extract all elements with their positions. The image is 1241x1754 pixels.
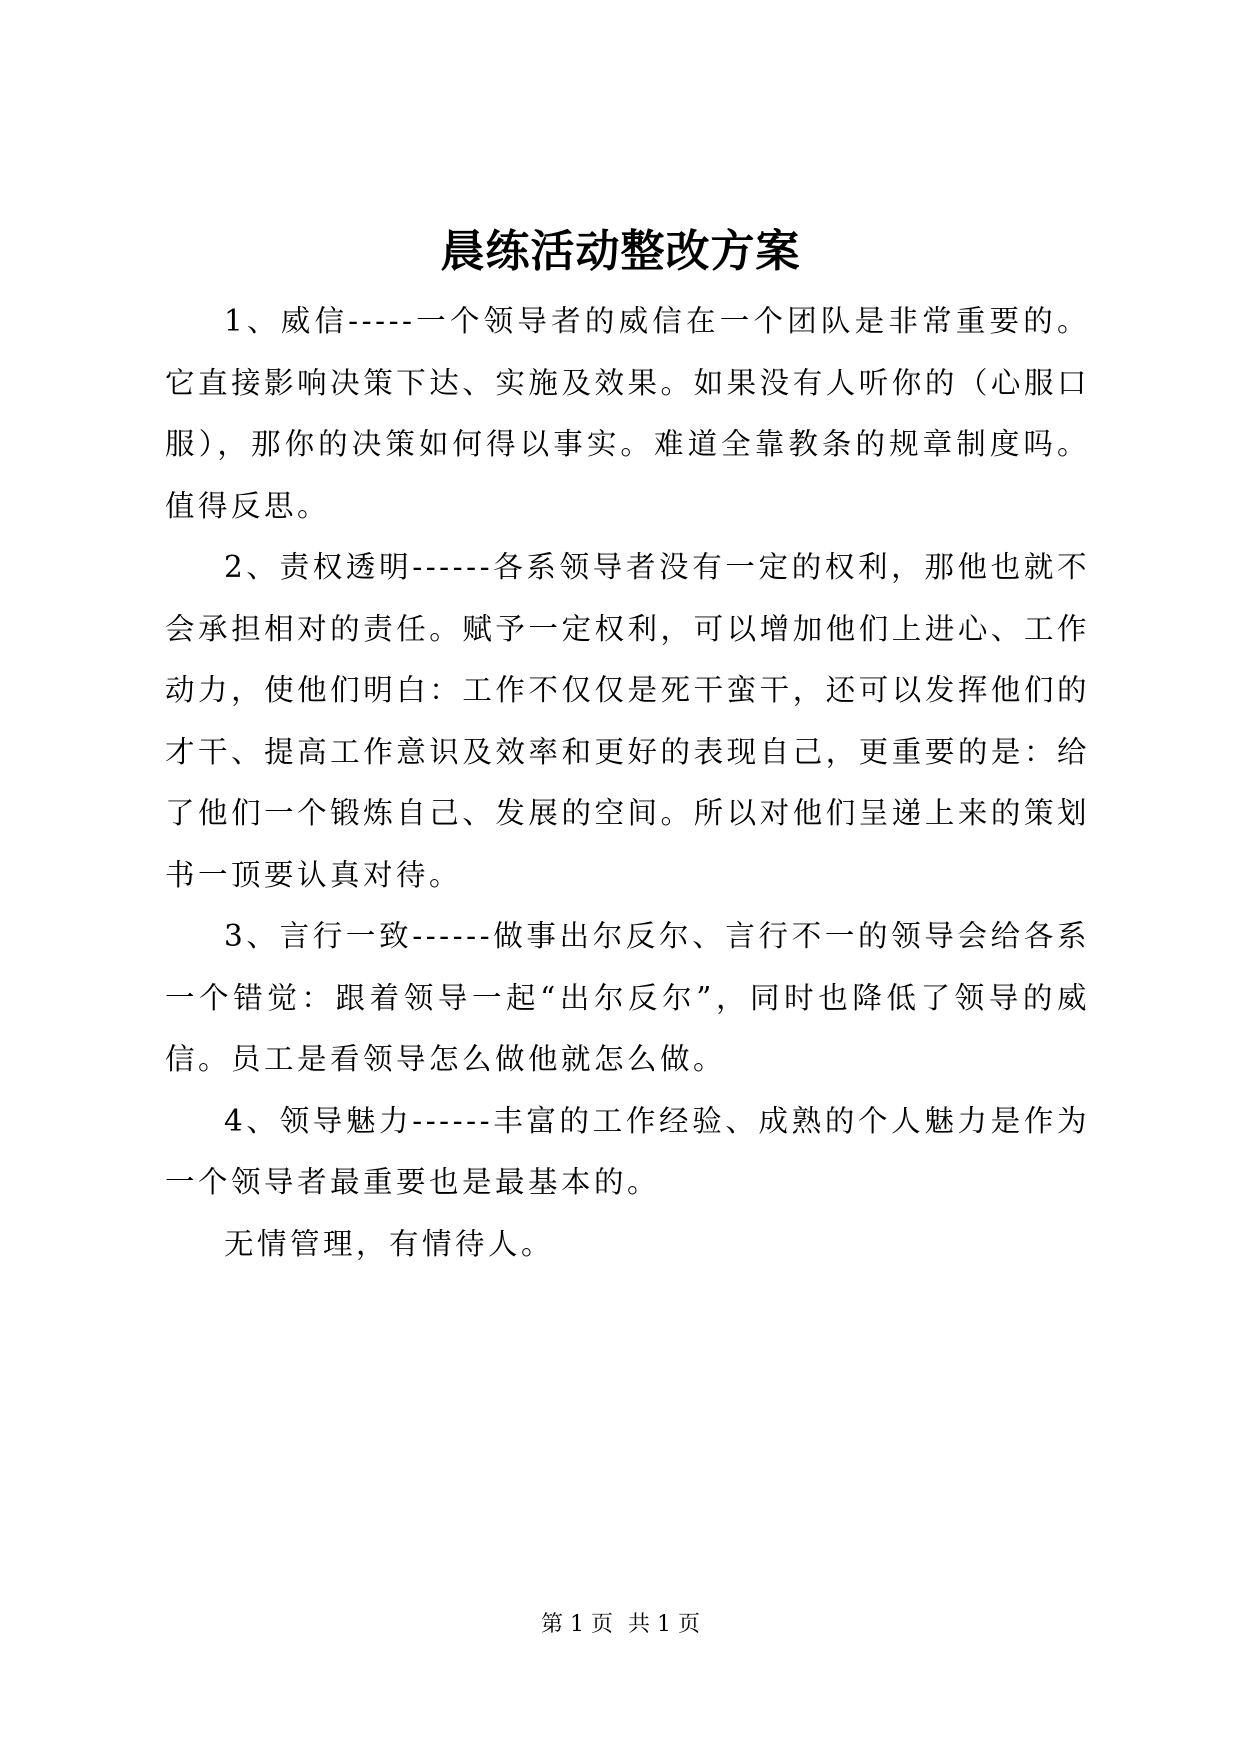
document-body <box>165 291 1090 1275</box>
page-footer <box>0 1610 1241 1640</box>
paragraph-closing: 无情管理，有情待人。 <box>224 1226 555 1261</box>
paragraph-responsibility: 2、责权透明------各系领导者没有一定的权利，那他也就不会承担相对的责任。赋予一定权利，可以增加他们上进心、工作动力，使他们明白：工作不仅仅是死干蛮干，还可以发挥他们的才干、提高工作意识及效率和更好的表现自己，更重要的是：给了他们一个锻炼自己、发展的空间。所以对他们呈递上来的策划书一顶要认真对待。 <box>165 550 1090 892</box>
paragraph-charisma: 4、领导魅力------丰富的工作经验、成熟的个人魅力是作为一个领导者最重要也是最基本的。 <box>165 1103 1090 1199</box>
paragraph-prestige: 1、威信-----一个领导者的威信在一个团队是非常重要的。它直接影响决策下达、实施及效果。如果没有人听你的（心服口服），那你的决策如何得以事实。难道全靠教条的规章制度吗。值得反思。 <box>165 304 1090 523</box>
paragraph-consistency: 3、言行一致------做事出尔反尔、言行不一的领导会给各系一个错觉：跟着领导一起“出尔反尔”，同时也降低了领导的威信。员工是看领导怎么做他就怎么做。 <box>165 919 1090 1076</box>
document-title: 晨练活动整改方案 <box>440 226 801 277</box>
page-number: 第 1 页 <box>541 1612 613 1637</box>
page-total: 共 1 页 <box>628 1612 700 1637</box>
